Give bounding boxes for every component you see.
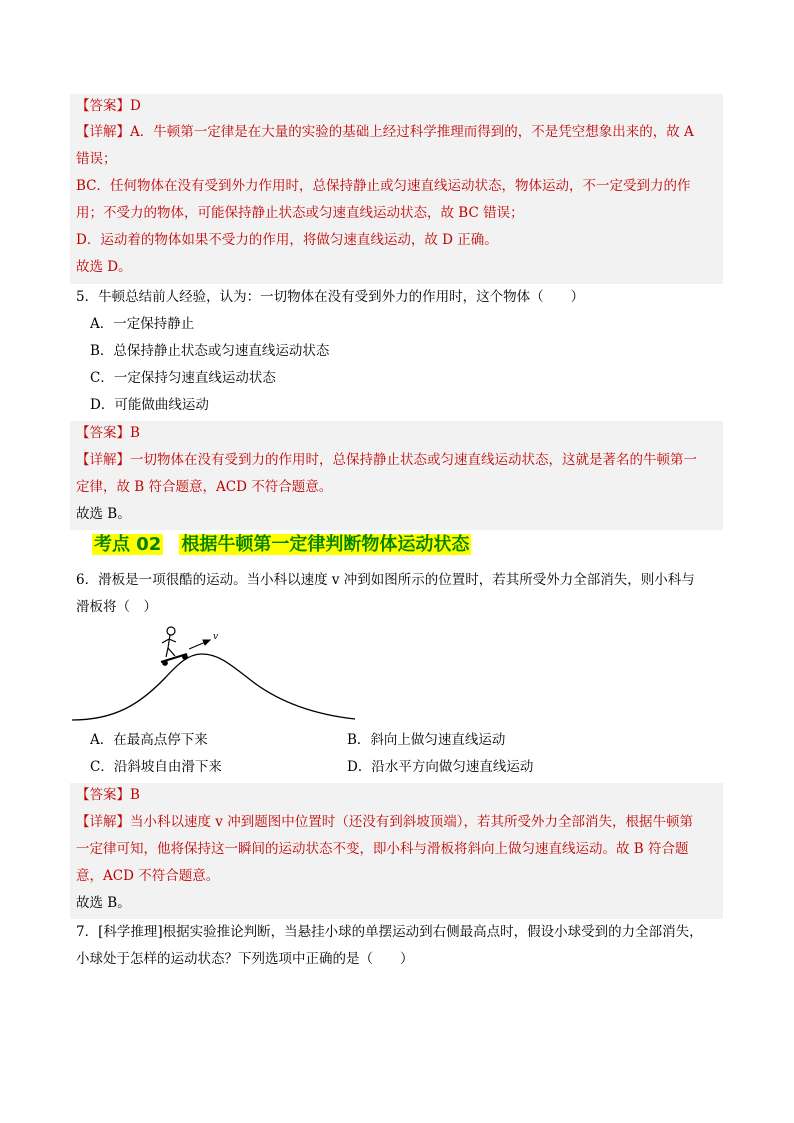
detail-line-3: BC．任何物体在没有受到外力作用时，总保持静止或匀速直线运动状态，物体运动，不一定受到力的作 [76, 178, 691, 194]
answer-line [76, 423, 140, 443]
answer-tag: 【答案】 [76, 98, 130, 114]
detail-line-1 [76, 812, 693, 832]
q5-option-c: C．一定保持匀速直线运动状态 [90, 370, 276, 386]
detail-tag: 【详解】 [76, 124, 130, 140]
q5-option-a: A．一定保持静止 [90, 316, 195, 332]
q6-option-d: D．沿水平方向做匀速直线运动 [347, 759, 534, 775]
skateboard-figure [70, 624, 360, 728]
answer-tag: 【答案】 [76, 787, 130, 803]
question-6-stem-line-1: 6．滑板是一项很酷的运动。当小科以速度 v 冲到如图所示的位置时，若其所受外力全部消失，则小科与 [76, 572, 695, 588]
section-title: 根据牛顿第一定律判断物体运动状态 [181, 534, 470, 555]
velocity-arrow-icon [189, 640, 210, 649]
answer-value: B [130, 425, 140, 441]
detail-line-4: 用；不受力的物体，可能保持静止状态或匀速直线运动状态，故 BC 错误； [76, 205, 524, 221]
detail-line-2: 定律，故 B 符合题意，ACD 不符合题意。 [76, 479, 333, 495]
question-5-stem: 5．牛顿总结前人经验，认为：一切物体在没有受到外力的作用时，这个物体（ ） [76, 289, 585, 305]
detail-text: 一切物体在没有受到力的作用时，总保持静止状态或匀速直线运动状态，这就是著名的牛顿第一 [130, 452, 697, 468]
question-7-line-1: 7．[科学推理]根据实验推论判断，当悬挂小球的单摆运动到右侧最高点时，假设小球受到的力全部消失， [76, 924, 703, 940]
answer-block-q5 [70, 421, 723, 530]
answer-value: D [130, 98, 141, 114]
answer-line [76, 785, 140, 805]
answer-value: B [130, 787, 140, 803]
detail-line-6: 故选 D。 [76, 259, 132, 275]
q6-option-a: A．在最高点停下来 [90, 732, 208, 748]
q6-option-c: C．沿斜坡自由滑下来 [90, 759, 222, 775]
detail-line-3: 意，ACD 不符合题意。 [76, 868, 220, 884]
section-number: 考点 02 [94, 534, 162, 555]
skater-icon [161, 627, 187, 665]
answer-line [76, 96, 141, 116]
figure-label-v: v [213, 632, 219, 642]
detail-line-4: 故选 B。 [76, 895, 131, 911]
question-6-stem-line-2: 滑板将（ ） [76, 599, 157, 615]
detail-text: A．牛顿第一定律是在大量的实验的基础上经过科学推理而得到的，不是凭空想象出来的，故 A [130, 124, 694, 140]
detail-line-2: 错误； [76, 151, 117, 167]
question-7-line-2: 小球处于怎样的运动状态？下列选项中正确的是（ ） [76, 951, 414, 967]
detail-text: 当小科以速度 v 冲到题图中位置时（还没有到斜坡顶端），若其所受外力全部消失，根据牛顿第 [130, 814, 693, 830]
q6-option-b: B．斜向上做匀速直线运动 [347, 732, 506, 748]
detail-line-2: 一定律可知，他将保持这一瞬间的运动状态不变，即小科与滑板将斜向上做匀速直线运动。故 B 符合题 [76, 841, 689, 857]
section-heading [92, 531, 471, 559]
detail-line-1 [76, 122, 694, 142]
detail-line-3: 故选 B。 [76, 506, 131, 522]
q5-option-d: D．可能做曲线运动 [90, 397, 209, 413]
detail-line-5: D．运动着的物体如果不受力的作用，将做匀速直线运动，故 D 正确。 [76, 232, 498, 248]
detail-tag: 【详解】 [76, 452, 130, 468]
detail-tag: 【详解】 [76, 814, 130, 830]
detail-line-1 [76, 450, 697, 470]
answer-tag: 【答案】 [76, 425, 130, 441]
answer-block-q4 [70, 94, 723, 284]
q5-option-b: B．总保持静止状态或匀速直线运动状态 [90, 343, 330, 359]
answer-block-q6 [70, 783, 723, 919]
